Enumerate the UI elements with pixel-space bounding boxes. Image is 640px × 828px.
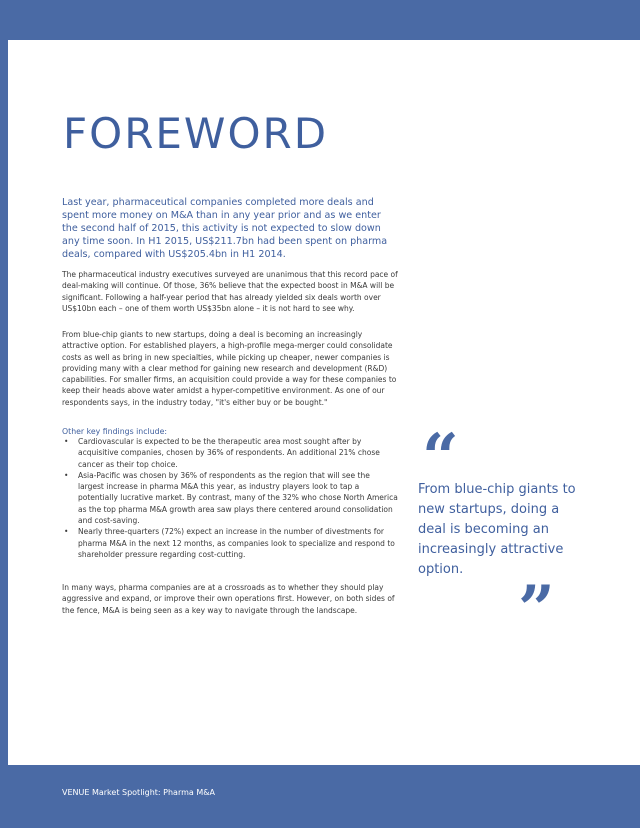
open-quote-icon: “ [422,420,459,495]
page-title: FOREWORD [63,109,329,158]
list-item [62,526,398,560]
bullet-icon: • [64,527,69,537]
bullet-icon: • [64,470,69,480]
list-item-text: Nearly three-quarters (72%) expect an increase in the number of divestments for pharma M&A in the next 12 months, as companies look to specialize and respond to shareholder pressure regarding cost-cutting. [78,527,395,559]
footer-text: VENUE Market Spotlight: Pharma M&A [62,788,215,797]
list-item [62,470,398,526]
pull-quote: From blue-chip giants to new startups, doing a deal is becoming an increasingly attractive option. [418,482,576,577]
body-paragraph-1: The pharmaceutical industry executives surveyed are unanimous that this record pace of deal-making will continue. Of those, 36% believe that the expected boost in M&A will be significant. Following a half-year period that has already yielded six deals worth over US$10bn each – one of them worth US$35bn alone – it is not hard to see why. [62,270,398,313]
intro-paragraph: Last year, pharmaceutical companies completed more deals and spent more money on M&A than in any year prior and as we enter the second half of 2015, this activity is not expected to slow down any time soon. In H1 2015, US$211.7bn had been spent on pharma deals, compared with US$205.4bn in H1 2014. [62,197,388,260]
list-item-text: Cardiovascular is expected to be the therapeutic area most sought after by acquisitive companies, chosen by 36% of respondents. An additional 21% chose cancer as their top choice. [78,437,380,469]
list-item-text: Asia-Pacific was chosen by 36% of respondents as the region that will see the largest increase in pharma M&A this year, as industry players look to tap a potentially lucrative market. By contrast, many of the 32% who chose North America as the top pharma M&A growth area saw plays there centered around consolidation and cost-saving. [78,470,398,526]
bullet-icon: • [64,437,69,446]
close-quote-icon: ” [518,572,555,647]
body-paragraph-3: In many ways, pharma companies are at a crossroads as to whether they should play aggressive and expand, or improve their own operations first. However, on both sides of the fence, M&A is being seen as a key way to navigate through the landscape. [62,583,395,615]
list-item [62,436,398,470]
findings-list [62,436,398,560]
page [8,40,640,765]
findings-heading: Other key findings include: [62,427,168,436]
body-paragraph-2: From blue-chip giants to new startups, doing a deal is becoming an increasingly attractive option. For established players, a high-profile mega-merger could consolidate costs as well as bring in new specialties, while picking up cheaper, newer companies is providing many with a clear method for gaining new research and development (R&D) capabilities. For smaller firms, an acquisition could provide a way for these companies to keep their heads above water amidst a hyper-competitive environment. As one of our respondents says, in the industry today, "it's either buy or be bought." [62,330,397,407]
